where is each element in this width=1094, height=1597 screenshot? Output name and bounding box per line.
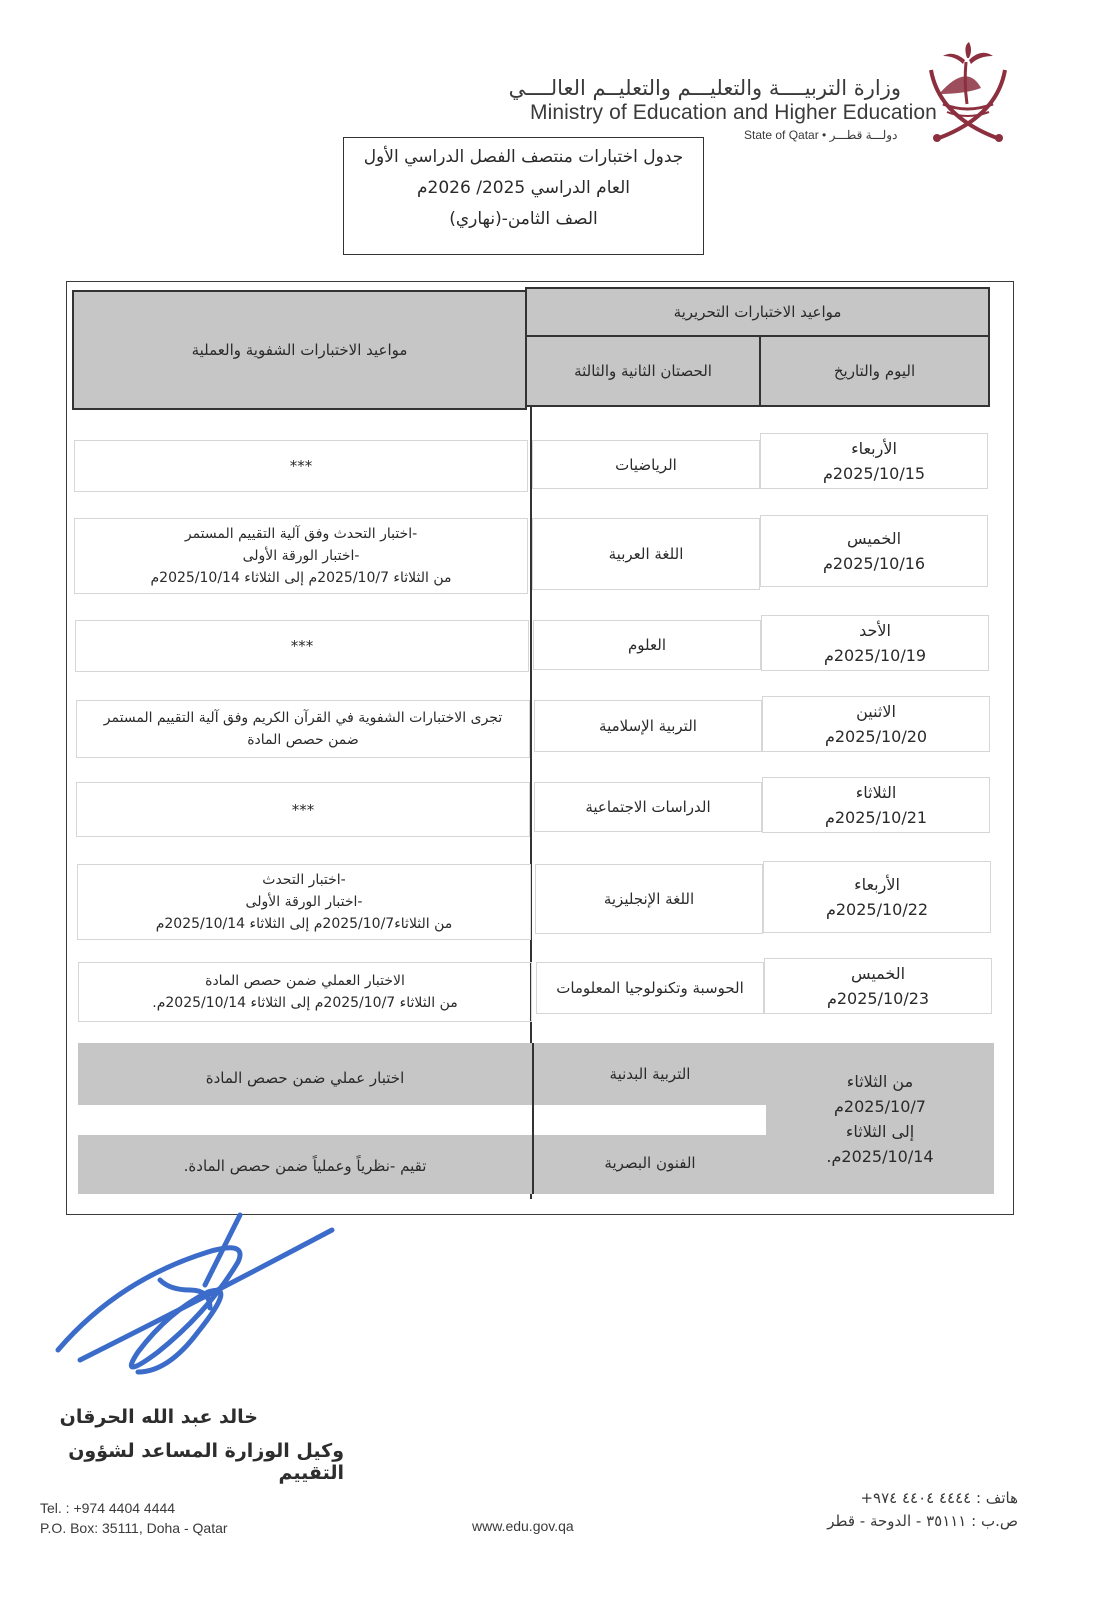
table-row-day-date: الخميس 2025/10/23م (764, 958, 992, 1014)
table-row-oral: الاختبار العملي ضمن حصص المادة من الثلاثاء 2025/10/7م إلى الثلاثاء 2025/10/14م. (78, 962, 532, 1022)
table-row-subject: الرياضيات (532, 440, 760, 489)
art-subject: الفنون البصرية (604, 1154, 696, 1172)
table-row-subject: اللغة الإنجليزية (535, 864, 763, 934)
table-row-subject: الحوسبة وتكنولوجيا المعلومات (536, 962, 764, 1014)
table-row-subject: العلوم (533, 620, 761, 670)
title-line-3: الصف الثامن-(نهاري) (449, 209, 598, 229)
table-row-oral: تجرى الاختبارات الشفوية في القرآن الكريم وفق آلية التقييم المستمر ضمن حصص المادة (76, 700, 530, 758)
signatory-name: خالد عبد الله الحرقان (59, 1406, 258, 1428)
pe-note: اختبار عملي ضمن حصص المادة (205, 1069, 405, 1087)
table-row-day-date: الأحد 2025/10/19م (761, 615, 989, 671)
header-periods: الحصتان الثانية والثالثة (525, 335, 761, 407)
table-row-subject: الدراسات الاجتماعية (534, 782, 762, 832)
footer-pobox-ar: ص.ب : ٣٥١١١ - الدوحة - قطر (827, 1512, 1018, 1530)
pe-subject: التربية البدنية (609, 1065, 691, 1083)
ministry-name-english: Ministry of Education and Higher Education (530, 101, 937, 124)
footer-website-link[interactable]: www.edu.gov.qa (472, 1518, 574, 1534)
table-row-day-date: الأربعاء 2025/10/22م (763, 861, 991, 933)
header-oral-practical: مواعيد الاختبارات الشفوية والعملية (72, 290, 527, 410)
table-row-subject: اللغة العربية (532, 518, 760, 590)
document-title-box (343, 137, 704, 255)
table-row-oral: *** (75, 620, 529, 672)
qatar-emblem-icon (925, 40, 1011, 148)
signature-image (50, 1210, 350, 1400)
art-note: تقيم -نظرياً وعملياً ضمن حصص المادة. (183, 1157, 427, 1175)
footer-phone-ar: هاتف : ٤٤٤٤ ٤٤٠٤ ٩٧٤+ (860, 1489, 1018, 1507)
state-label: State of Qatar • دولـــة قطـــر (744, 128, 898, 142)
table-row-oral: -اختبار التحدث -اختبار الورقة الأولى من الثلاثاء2025/10/7م إلى الثلاثاء 2025/10/14م (77, 864, 531, 940)
table-row-oral: -اختبار التحدث وفق آلية التقييم المستمر -اختبار الورقة الأولى من الثلاثاء 2025/10/7م إلى الثلاثاء 2025/10/14م (74, 518, 528, 594)
header-written-exams: مواعيد الاختبارات التحريرية (525, 287, 990, 337)
footer-pobox-en: P.O. Box: 35111, Doha - Qatar (40, 1520, 228, 1536)
table-row-oral: *** (76, 782, 530, 837)
table-row-day-date: الثلاثاء 2025/10/21م (762, 777, 990, 833)
title-line-1: جدول اختبارات منتصف الفصل الدراسي الأول (363, 147, 684, 167)
table-row-subject: التربية الإسلامية (534, 700, 762, 752)
practical-dates: من الثلاثاء 2025/10/7م إلى الثلاثاء 2025/10/14م. (826, 1071, 934, 1166)
title-line-2: العام الدراسي 2025/ 2026م (417, 178, 630, 198)
ministry-name-arabic: وزارة التربيــــة والتعليـــم والتعليــم العالــــي (508, 76, 901, 100)
table-divider-lower (532, 1043, 534, 1194)
table-row-day-date: الخميس 2025/10/16م (760, 515, 988, 587)
table-row-day-date: الاثنين 2025/10/20م (762, 696, 990, 752)
header-day-date: اليوم والتاريخ (759, 335, 990, 407)
table-row-oral: *** (74, 440, 528, 492)
footer-phone-en: Tel. : +974 4404 4444 (40, 1500, 176, 1516)
table-row-day-date: الأربعاء 2025/10/15م (760, 433, 988, 489)
practical-block-separator (78, 1105, 766, 1135)
signatory-title: وكيل الوزارة المساعد لشؤون التقييم (68, 1440, 344, 1484)
